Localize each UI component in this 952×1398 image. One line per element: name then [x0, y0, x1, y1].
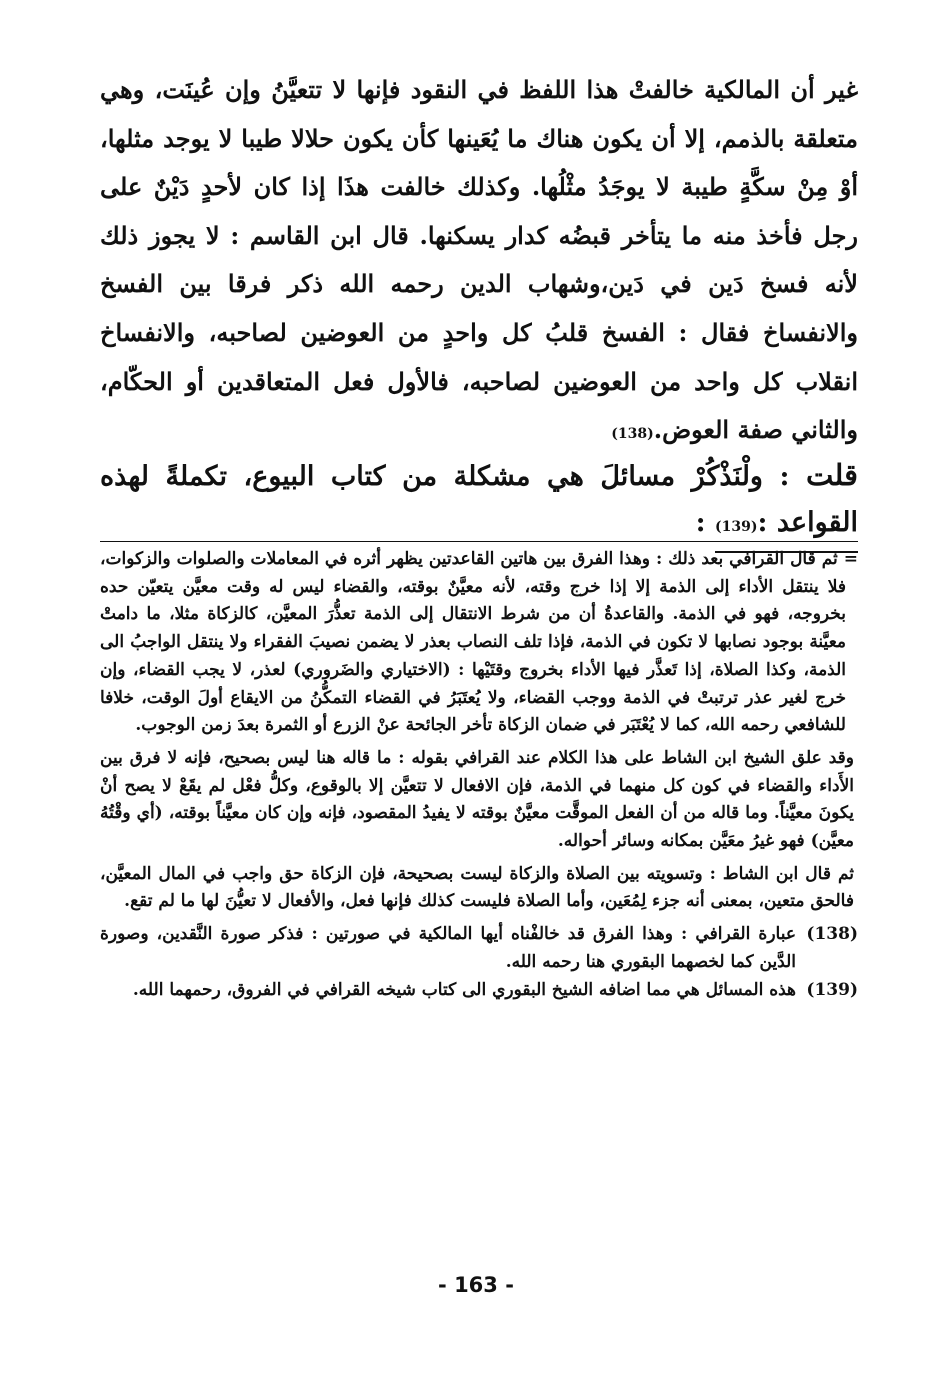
main-text — [100, 66, 858, 459]
qult-keyword: قلت — [806, 458, 858, 492]
page-number: - 163 - — [438, 1273, 514, 1297]
footnote-ref-138: (138) — [611, 426, 654, 443]
footnote-139-number: (139) — [806, 979, 858, 1000]
qult-heading-tail: : — [757, 507, 777, 538]
footnote-138-number: (138) — [806, 924, 858, 945]
footnote-138 — [100, 921, 858, 976]
footnote-139 — [100, 977, 858, 1005]
footnote-continuation: = ثم قال القرافي بعد ذلك : وهذا الفرق بين هاتين القاعدتين يظهر أثره في المعاملات والصلوات والزكوات، فلا ينتقل الأداء إلى الذمة إلا إذا خرج وقته، لأنه معيَّنٌ بوقته، والقضاء ليس له وقت معيَّن يتعيّن حده بخروجه، فهو في الذمة. والقاعدةُ أن من شرط الانتقال إلى الذمة تعذُّرَ المعيَّن، كالزكاة مثلا، ما دامتْ معيَّنة بوجود نصابها لا تكون في الذمة، فإذا تلف النصاب بعذر لا يضمن نصيبَ الفقراء ولا ينتقل الواجبُ الى الذمة، وكذا الصلاة، إذا تَعذَّر فيها الأداء بخروج وقتَيْها : (الاختياري والضَروري) لعذر، لا يجب القضاء، وإن خرج لغير عذر ترتبتْ في الذمة ووجب القضاء، ولا يُعتَبَرُ في القضاء التمكُّنُ من الايقاع أولَ الوقت، خلافا للشافعي رحمه الله، كما لا يُعْتَبَر في ضمان الزكاة تأخر الجائحة عنْ الزرع أو الثمرة بعدَ زمن الوجوب. — [100, 549, 858, 736]
footnote-divider — [100, 541, 858, 542]
qult-paragraph — [100, 452, 858, 553]
footnote-ibn-shat-comment: وقد علق الشيخ ابن الشاط على هذا الكلام عند القرافي بقوله : ما قاله هنا ليس بصحيح، فإنه لا فرق بين الأَداء والقضاء في كون كل منهما في الذمة، فإن الافعال لا تتعيَّن إلا بالوقوع، وكلُّ فعْل لم يقَعْ لا يصح أنْ يكونَ معيَّناً. وما قاله من أن الفعل الموقَّت معيَّنٌ بوقته لا يفيدُ المقصود، فإنه وإن كان معيَّناً بوقته، (أي وقْتُهُ معيَّن) فهو غيرُ معَيَّن بمكانه وسائر أحواله. — [100, 747, 854, 852]
footnote-ibn-shat-conclusion: ثم قال ابن الشاط : وتسويته بين الصلاة والزكاة ليست بصحيحة، فإن الزكاة حق واجب في المال المعيَّن، فالحق متعين، بمعنى أنه جزء لِمُعَين، وأما الصلاة فليست كذلك فإنها فعل، والأفعال لا تعيُّنَ لها ما لم تقع. — [100, 863, 854, 912]
qult-line — [100, 452, 858, 553]
qult-heading: القواعد — [776, 507, 858, 538]
footnote-ref-139: (139) — [715, 519, 758, 535]
main-paragraph — [100, 66, 858, 459]
qult-body: : ولْنَذْكُرْ مسائلَ هي مشكلة من كتاب البيوع، تكملةً لهذه — [100, 461, 807, 492]
qult-end: : — [695, 507, 716, 538]
footnote-138-text: عبارة القرافي : وهذا الفرق قد خالفْناه أيها المالكية في صورتين : فذكر صورة النَّقدين، وصورة الدَّين كما لخصهما البقوري هنا رحمه الله. — [100, 924, 796, 972]
footnote-139-text: هذه المسائل هي مما اضافه الشيخ البقوري الى كتاب شيخه القرافي في الفروق، رحمهما الله. — [132, 979, 796, 1000]
footnotes-section — [100, 546, 858, 1004]
main-paragraph-body: غير أن المالكية خالفتْ هذا اللفظ في النقود فإنها لا تتعيَّنُ وإن عُينَت، وهي متعلقة بالذمم، إلا أن يكون هناك ما يُعَينها كأن يكون حلالا طيبا لا يوجد مثلها، أوْ مِنْ سكَّةٍ طيبة لا يوجَدُ مثْلُها. وكذلك خالفت هذَا إذا كان لأحدٍ دَيْنٌ على رجل فأخذ منه ما يتأخر قبضُه كدار يسكنها. قال ابن القاسم : لا يجوز ذلك لأنه فسخ دَين في دَين،وشهاب الدين رحمه الله ذكر فرقا بين الفسخ والانفساخ فقال : الفسخ قلبُ كل واحدٍ من العوضين لصاحبه، والانفساخ انقلاب كل واحد من العوضين لصاحبه، فالأول فعل المتعاقدين أو الحكّام، والثاني صفة العوض. — [100, 75, 859, 445]
